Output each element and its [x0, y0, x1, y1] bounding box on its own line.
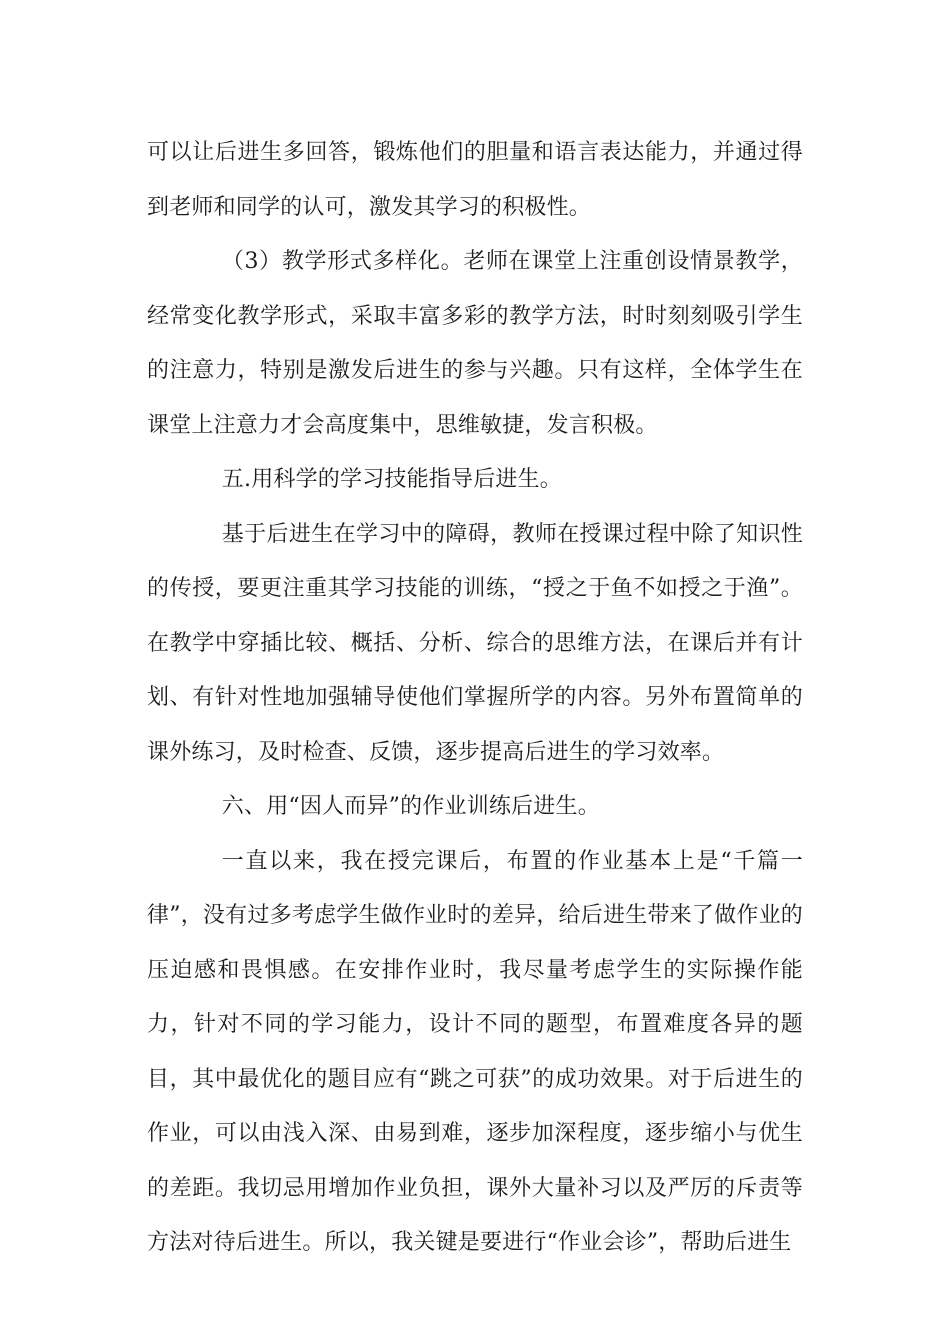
paragraph-continuation: 可以让后进生多回答，锻炼他们的胆量和语言表达能力，并通过得到老师和同学的认可，激发其学习的积极性。: [147, 140, 803, 220]
paragraph-learning-skills: 基于后进生在学习中的障碍，教师在授课过程中除了知识性的传授，要更注重其学习技能的训练，“授之于鱼不如授之于渔”。在教学中穿插比较、概括、分析、综合的思维方法，在课后并有计划、有针对性地加强辅导使他们掌握所学的内容。另外布置简单的课外练习，及时检查、反馈，逐步提高后进生的学习效率。: [147, 521, 803, 765]
section-heading-six: 六、用“因人而异”的作业训练后进生。: [221, 794, 600, 819]
paragraph-homework: 一直以来，我在授完课后，布置的作业基本上是“千篇一律”，没有过多考虑学生做作业时的差异，给后进生带来了做作业的压迫感和畏惧感。在安排作业时，我尽量考虑学生的实际操作能力，针对不同的学习能力，设计不同的题型，布置难度各异的题目，其中最优化的题目应有“跳之可获”的成功效果。对于后进生的作业，可以由浅入深、由易到难，逐步加深程度，逐步缩小与优生的差距。我切忌用增加作业负担，课外大量补习以及严厉的斥责等方法对待后进生。所以，我关键是要进行“作业会诊”，帮助后进生: [147, 848, 803, 1255]
document-body: [147, 126, 803, 1271]
section-heading-five: 五.用科学的学习技能指导后进生。: [221, 467, 562, 492]
paragraph-teaching-forms: （3）教学形式多样化。老师在课堂上注重创设情景教学，经常变化教学形式，采取丰富多彩的教学方法，时时刻刻吸引学生的注意力，特别是激发后进生的参与兴趣。只有这样，全体学生在课堂上注意力才会高度集中，思维敏捷，发言积极。: [147, 249, 803, 438]
